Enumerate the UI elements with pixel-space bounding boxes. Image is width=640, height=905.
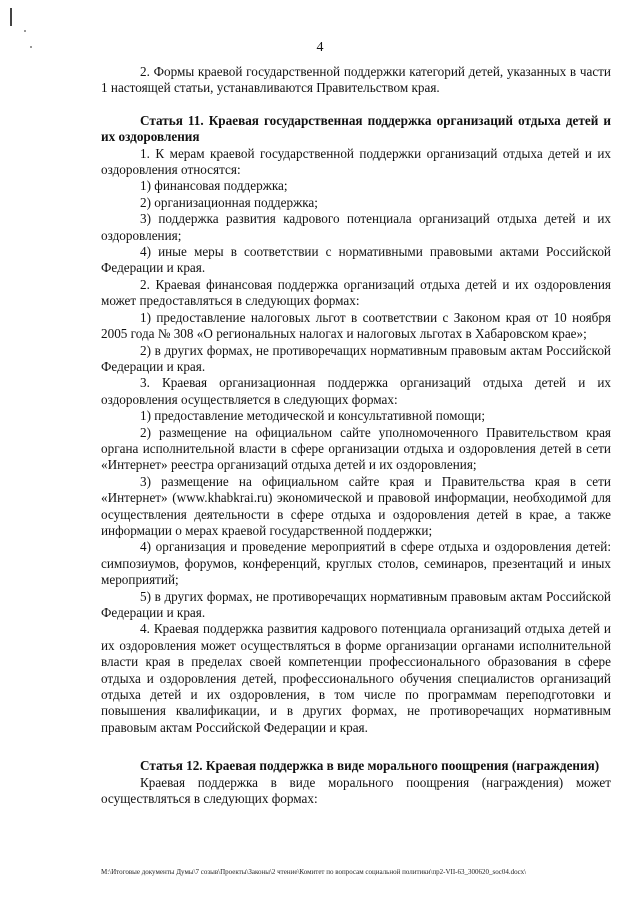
list-item: 1) предоставление налоговых льгот в соответствии с Законом края от 10 ноября 2005 года № 308 «О региональных налогах и налоговых льготах в Хабаровском крае»; — [101, 309, 611, 342]
list-item: 2) организационная поддержка; — [140, 194, 318, 210]
list-item: 4) организация и проведение мероприятий в сфере отдыха и оздоровления детей: симпозиумов, форумов, конференций, круглых столов, семинаров, презентаций и иных мероприятий; — [101, 539, 611, 588]
article-heading: Статья 11. Краевая государственная поддержка организаций отдыха детей и их оздоровления — [101, 112, 611, 145]
paragraph: 2. Краевая финансовая поддержка организаций отдыха детей и их оздоровления может предоставляться в следующих формах: — [101, 276, 611, 309]
document-body — [101, 64, 611, 807]
list-item: 4) иные меры в соответствии с нормативными правовыми актами Российской Федерации и края. — [101, 244, 611, 276]
document-path-footer: M:\Итоговые документы Думы\7 созыв\Проекты\Законы\2 чтение\Комитет по вопросам социальной политики\пр2-VII-63_300620_soc04.docx\ — [101, 868, 527, 876]
paragraph: 4. Краевая поддержка развития кадрового потенциала организаций отдыха детей и их оздоровления может осуществляться в форме организации органами исполнительной власти края в пределах своей компетенции профессионального образования в сфере отдыха и оздоровления детей, профессионального обучения специалистов организаций отдыха детей и их оздоровления, в том числе по программам переподготовки и повышения квалификации, и в других формах, не противоречащих нормативным правовым актам Российской Федерации и края. — [101, 621, 611, 735]
scan-artifact — [10, 8, 12, 26]
paragraph: Краевая поддержка в виде морального поощрения (награждения) может осуществляться в следующих формах: — [101, 774, 611, 807]
scan-artifact — [24, 30, 26, 32]
list-item: 1) финансовая поддержка; — [140, 178, 288, 194]
paragraph: 3. Краевая организационная поддержка организаций отдыха детей и их оздоровления осуществляется в следующих формах: — [101, 375, 611, 407]
list-item: 3) поддержка развития кадрового потенциала организаций отдыха детей и их оздоровления; — [101, 211, 611, 243]
list-item: 2) в других формах, не противоречащих нормативным правовым актам Российской Федерации и края. — [101, 342, 611, 374]
list-item: 5) в других формах, не противоречащих нормативным правовым актам Российской Федерации и края. — [101, 588, 611, 620]
list-item: 3) размещение на официальном сайте края и Правительства края в сети «Интернет» (www.khabkrai.ru) экономической и правовой информации, необходимой для осуществления деятельности в сфере отдыха и оздоровления детей в крае, а также информации о мерах краевой государственной поддержки; — [101, 473, 611, 538]
list-item: 1) предоставление методической и консультативной помощи; — [140, 408, 485, 424]
paragraph: 1. К мерам краевой государственной поддержки организаций отдыха детей и их оздоровления относятся: — [101, 145, 611, 178]
page-number: 4 — [316, 40, 324, 55]
article-heading: Статья 12. Краевая поддержка в виде морального поощрения (награждения) — [140, 758, 600, 774]
paragraph: 2. Формы краевой государственной поддержки категорий детей, указанных в части 1 настоящей статьи, устанавливаются Правительством края. — [101, 64, 611, 96]
list-item: 2) размещение на официальном сайте уполномоченного Правительством края органа исполнительной власти в сфере организации отдыха и оздоровления детей в сети «Интернет» реестра организаций отдыха детей и их оздоровления; — [101, 424, 611, 473]
